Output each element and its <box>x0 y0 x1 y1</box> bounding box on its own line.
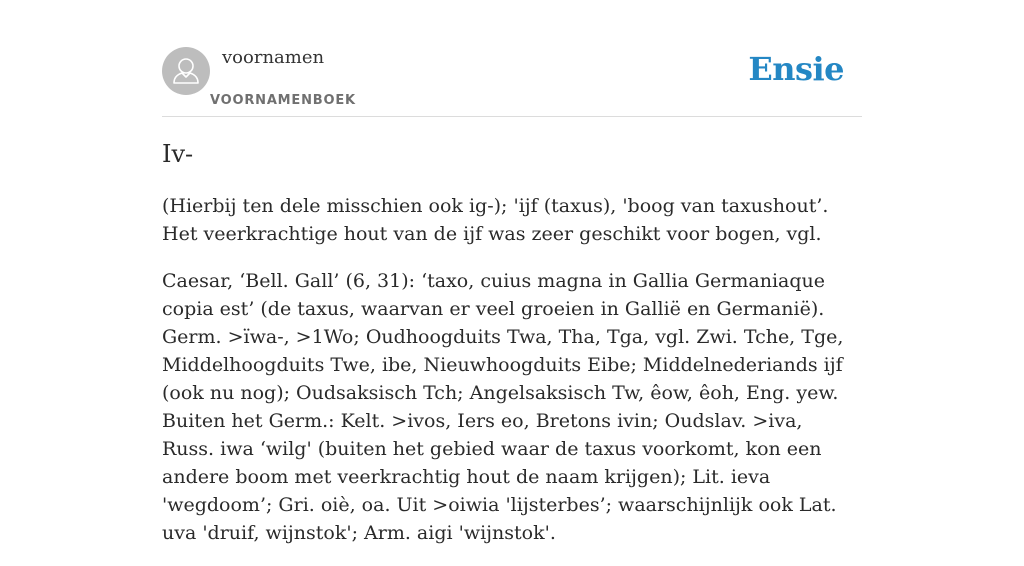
brand-logo[interactable]: Ensie <box>748 50 844 88</box>
article-paragraph: (Hierbij ten dele misschien ook ig-); 'ijf (taxus), 'boog van taxushout’. Het veerkrachtige hout van de ijf was zeer geschikt voor bogen, vgl. <box>162 195 829 245</box>
avatar[interactable] <box>162 47 210 95</box>
page-title: Iv- <box>162 140 194 168</box>
article-paragraph: Caesar, ‘Bell. Gall’ (6, 31): ‘taxo, cuius magna in Gallia Germaniaque copia est’ (de taxus, waarvan er veel groeien in Gallië en Germanië). Germ. >ïwa-, >1Wo; Oudhoogduits Twa, Tha, Tga, vgl. Zwi. Tche, Tge, Middelhoogduits Twe, ibe, Nieuwhoogduits Eibe; Middelnederiands ijf (ook nu nog); Oudsaksisch Tch; Angelsaksisch Tw, êow, êoh, Eng. yew. Buiten het Germ.: Kelt. >ivos, Iers eo, Bretons ivin; Oudslav. >iva, Russ. iwa ‘wilg' (buiten het gebied waar de taxus voorkomt, kon een andere boom met veerkrachtig hout de naam krijgen); Lit. ieva 'wegdoom’; Gri. oiè, oa. Uit >oiwia 'lijsterbes’; waarschijnlijk ook Lat. uva 'druif, wijnstok'; Arm. aigi 'wijnstok'. <box>162 270 844 544</box>
author-name-link[interactable]: voornamen <box>222 47 325 68</box>
site-header <box>162 46 862 117</box>
user-icon <box>162 47 210 95</box>
source-label[interactable]: VOORNAMENBOEK <box>210 93 356 108</box>
article-body <box>162 192 852 566</box>
